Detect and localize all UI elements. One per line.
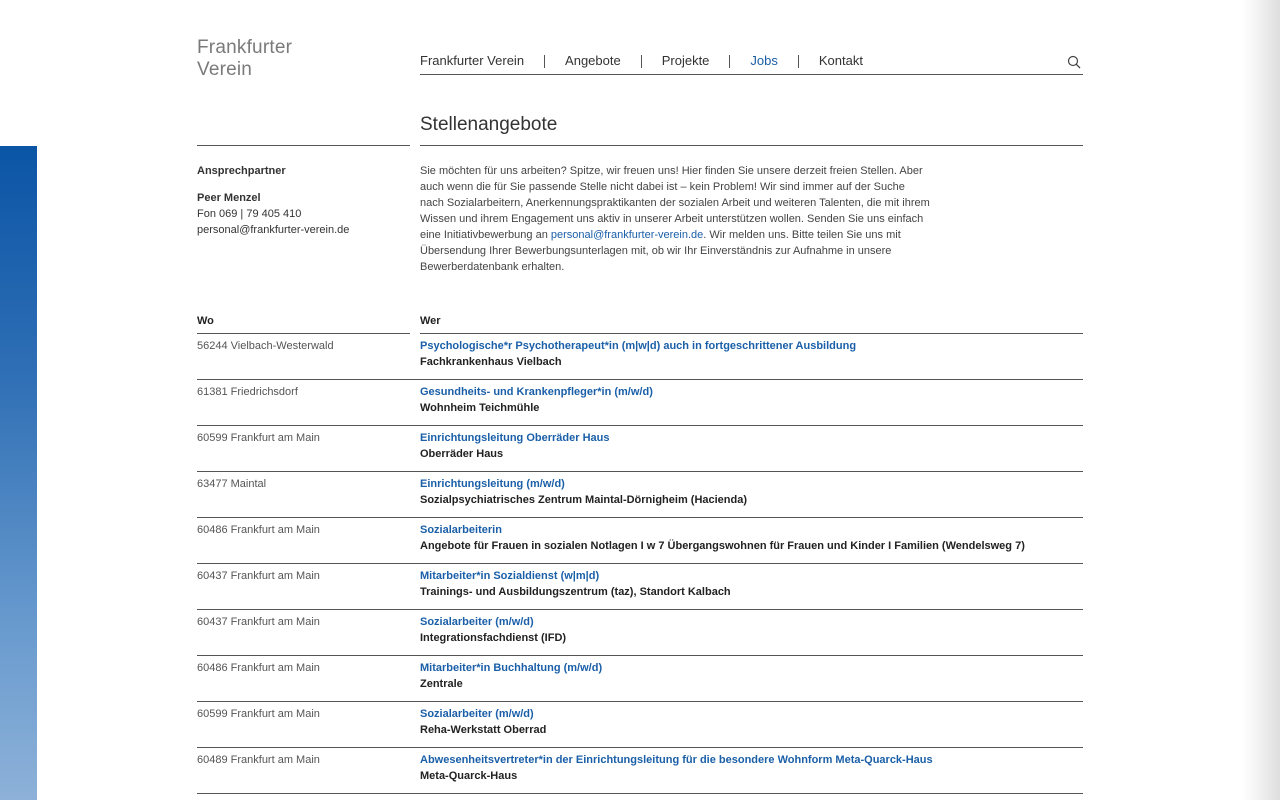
job-location: 60486 Frankfurt am Main bbox=[197, 524, 320, 536]
contact-phone: Fon 069 | 79 405 410 bbox=[197, 208, 302, 220]
nav-item-projekte[interactable]: Projekte bbox=[661, 53, 710, 68]
decorative-blue-band bbox=[0, 146, 37, 800]
column-header-where: Wo bbox=[197, 315, 214, 327]
job-row bbox=[197, 334, 1083, 380]
decorative-gray-shade bbox=[1242, 0, 1280, 800]
nav-separator bbox=[798, 55, 799, 68]
job-location: 60437 Frankfurt am Main bbox=[197, 616, 320, 628]
contact-email: personal@frankfurter-verein.de bbox=[197, 224, 350, 236]
job-title-link[interactable]: Einrichtungsleitung (m/w/d) bbox=[420, 478, 565, 490]
job-organization: Sozialpsychiatrisches Zentrum Maintal-Dörnigheim (Hacienda) bbox=[420, 494, 748, 506]
search-icon[interactable] bbox=[1067, 55, 1081, 69]
contact-heading: Ansprechpartner bbox=[197, 165, 286, 177]
column-header-who: Wer bbox=[420, 315, 441, 327]
job-row bbox=[197, 426, 1083, 472]
job-row bbox=[197, 518, 1083, 564]
main-navigation bbox=[420, 52, 1083, 75]
job-title-link[interactable]: Sozialarbeiter (m/w/d) bbox=[420, 708, 534, 720]
job-title-link[interactable]: Psychologische*r Psychotherapeut*in (m|w|d) auch in fortgeschrittener Ausbildung bbox=[420, 340, 857, 352]
job-organization: Zentrale bbox=[420, 678, 463, 690]
job-title-link[interactable]: Sozialarbeiter (m/w/d) bbox=[420, 616, 534, 628]
job-location: 63477 Maintal bbox=[197, 478, 267, 490]
job-organization: Integrationsfachdienst (IFD) bbox=[420, 632, 567, 644]
job-title-link[interactable]: Abwesenheitsvertreter*in der Einrichtungsleitung für die besondere Wohnform Meta-Quarck-Haus bbox=[420, 754, 933, 766]
intro-text bbox=[420, 163, 930, 275]
contact-box bbox=[197, 163, 410, 238]
job-location: 60489 Frankfurt am Main bbox=[197, 754, 320, 766]
job-organization: Oberräder Haus bbox=[420, 448, 504, 460]
logo-line-1: Frankfurter bbox=[197, 37, 293, 58]
job-title-link[interactable]: Mitarbeiter*in Sozialdienst (w|m|d) bbox=[420, 570, 600, 582]
job-row bbox=[197, 702, 1083, 748]
logo-line-2: Verein bbox=[197, 59, 253, 80]
job-row bbox=[197, 380, 1083, 426]
job-row bbox=[197, 564, 1083, 610]
intro-text-part-2: . Wir melden uns. Bitte teilen Sie uns mit Übersendung Ihrer Bewerbungsunterlagen mit, ob wir Ihr Einverständnis zur Aufnahme in unsere Bewerberdatenbank erhalten. bbox=[420, 229, 901, 273]
nav-separator bbox=[544, 55, 545, 68]
job-location: 60486 Frankfurt am Main bbox=[197, 662, 320, 674]
intro-email-link[interactable]: personal@frankfurter-verein.de bbox=[550, 229, 704, 241]
site-logo[interactable] bbox=[197, 37, 292, 81]
page-title: Stellenangebote bbox=[420, 114, 1083, 146]
job-location: 61381 Friedrichsdorf bbox=[197, 386, 298, 398]
job-title-link[interactable]: Mitarbeiter*in Buchhaltung (m/w/d) bbox=[420, 662, 603, 674]
job-organization: Fachkrankenhaus Vielbach bbox=[420, 356, 562, 368]
job-row bbox=[197, 748, 1083, 794]
job-organization: Trainings- und Ausbildungszentrum (taz), Standort Kalbach bbox=[420, 586, 731, 598]
intro-text-part-1: Sie möchten für uns arbeiten? Spitze, wir freuen uns! Hier finden Sie unsere derzeit freien Stellen. Aber auch wenn die für Sie passende Stelle nicht dabei ist – kein Problem! Wir sind immer auf der Suche nach Sozialarbeitern, Anerkennungspraktikanten der sozialen Arbeit und weiteren Talenten, die mit ihrem Wissen und ihrem Engagement uns aktiv in unserer Arbeit unterstützen wollen. Senden Sie uns einfach eine Initiativbewerbung an bbox=[420, 165, 930, 241]
sidebar-divider bbox=[197, 145, 410, 146]
nav-separator bbox=[729, 55, 730, 68]
job-location: 60437 Frankfurt am Main bbox=[197, 570, 320, 582]
nav-item-jobs[interactable]: Jobs bbox=[750, 53, 778, 68]
job-organization: Meta-Quarck-Haus bbox=[420, 770, 518, 782]
job-location: 60599 Frankfurt am Main bbox=[197, 432, 320, 444]
jobs-table bbox=[197, 315, 1083, 794]
job-title-link[interactable]: Einrichtungsleitung Oberräder Haus bbox=[420, 432, 610, 444]
nav-separator bbox=[641, 55, 642, 68]
job-organization: Wohnheim Teichmühle bbox=[420, 402, 540, 414]
job-title-link[interactable]: Sozialarbeiterin bbox=[420, 524, 502, 536]
job-row bbox=[197, 656, 1083, 702]
nav-item-kontakt[interactable]: Kontakt bbox=[818, 53, 863, 68]
jobs-table-body bbox=[197, 334, 1083, 794]
contact-name: Peer Menzel bbox=[197, 192, 261, 204]
job-row bbox=[197, 610, 1083, 656]
job-location: 60599 Frankfurt am Main bbox=[197, 708, 320, 720]
job-organization: Angebote für Frauen in sozialen Notlagen I w 7 Übergangswohnen für Frauen und Kinder I Familien (Wendelsweg 7) bbox=[420, 540, 1025, 552]
job-location: 56244 Vielbach-Westerwald bbox=[197, 340, 334, 352]
job-organization: Reha-Werkstatt Oberrad bbox=[420, 724, 547, 736]
job-row bbox=[197, 472, 1083, 518]
jobs-table-header bbox=[197, 315, 1083, 333]
nav-item-frankfurter-verein[interactable]: Frankfurter Verein bbox=[420, 53, 525, 68]
nav-item-angebote[interactable]: Angebote bbox=[565, 53, 621, 68]
job-title-link[interactable]: Gesundheits- und Krankenpfleger*in (m/w/d) bbox=[420, 386, 653, 398]
